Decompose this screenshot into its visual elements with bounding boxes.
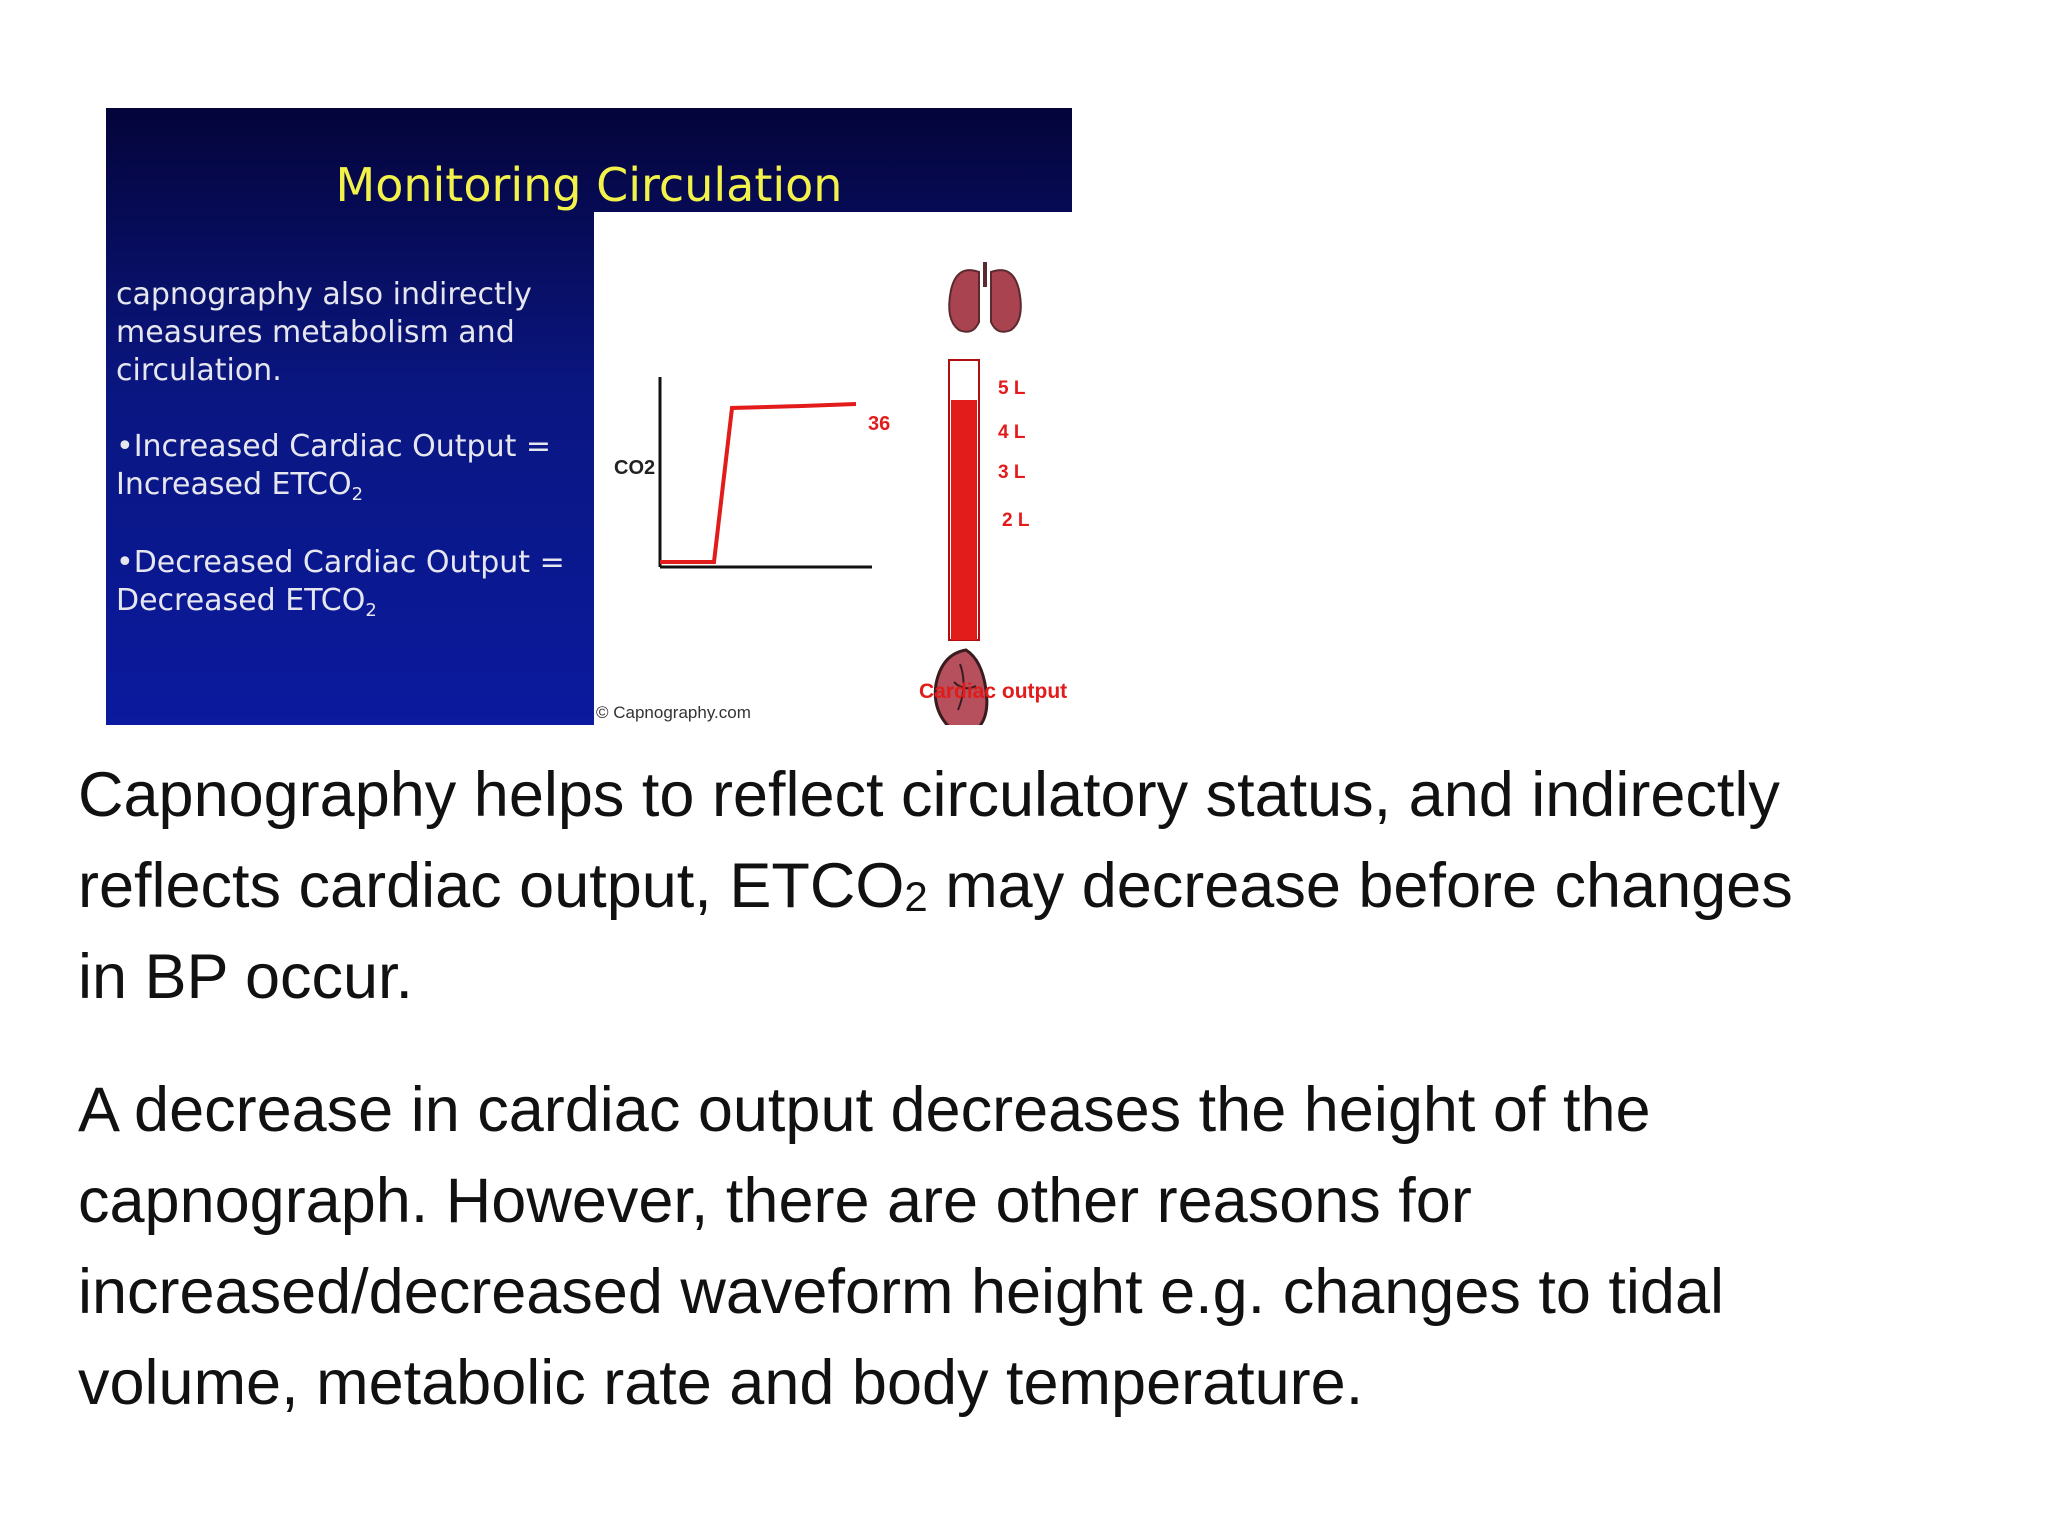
bullet-increased-line1: •Increased Cardiac Output = <box>116 429 552 464</box>
capnograph-diagram <box>594 212 1072 725</box>
paragraph-line: in BP occur. <box>78 942 414 1012</box>
copyright-credit: © Capnography.com <box>596 703 751 722</box>
paragraph-line: increased/decreased waveform height e.g. changes to tidal <box>78 1257 1724 1327</box>
column-label-5l: 5 L <box>998 378 1026 399</box>
value-label: 36 <box>868 413 891 435</box>
lungs-icon <box>949 262 1021 332</box>
bullet-increased-line2: Increased $ETCO_2$ <box>116 467 364 505</box>
column-caption: Cardiac output <box>919 680 1068 703</box>
slide-intro-line: circulation. <box>116 353 282 388</box>
slide-intro <box>116 276 596 390</box>
paragraph-line: capnograph. However, there are other reasons for <box>78 1166 1472 1236</box>
column-label-2l: 2 L <box>1002 510 1030 531</box>
paragraph-line: reflects cardiac output, ETCO2 may decrease before changes <box>78 851 1793 921</box>
y-axis-label: CO2 <box>614 457 656 479</box>
column-label-4l: 4 L <box>998 422 1026 443</box>
slide-title: Monitoring Circulation <box>335 158 843 212</box>
slide-intro-line: capnography also indirectly <box>116 277 532 312</box>
bullet-decreased-line2: Decreased $ETCO_2$ <box>116 583 377 621</box>
capnograph-panel <box>594 212 1072 725</box>
bullet-decreased-line1: •Decreased Cardiac Output = <box>116 545 565 580</box>
column-label-3l: 3 L <box>998 462 1026 483</box>
slide-bullet-decreased <box>116 544 596 620</box>
capnogram-waveform <box>660 404 856 562</box>
paragraph-line: Capnography helps to reflect circulatory status, and indirectly <box>78 760 1780 830</box>
slide-bullet-increased <box>116 428 596 504</box>
paragraph-line: A decrease in cardiac output decreases the height of the <box>78 1075 1651 1145</box>
paragraph-line: volume, metabolic rate and body temperature. <box>78 1348 1364 1418</box>
paragraph-waveform-height <box>78 1065 1998 1429</box>
cylinder-fill <box>951 400 977 640</box>
slide-image <box>106 108 1072 725</box>
paragraph-circulatory-status <box>78 750 1998 1023</box>
slide-intro-line: measures metabolism and <box>116 315 515 350</box>
